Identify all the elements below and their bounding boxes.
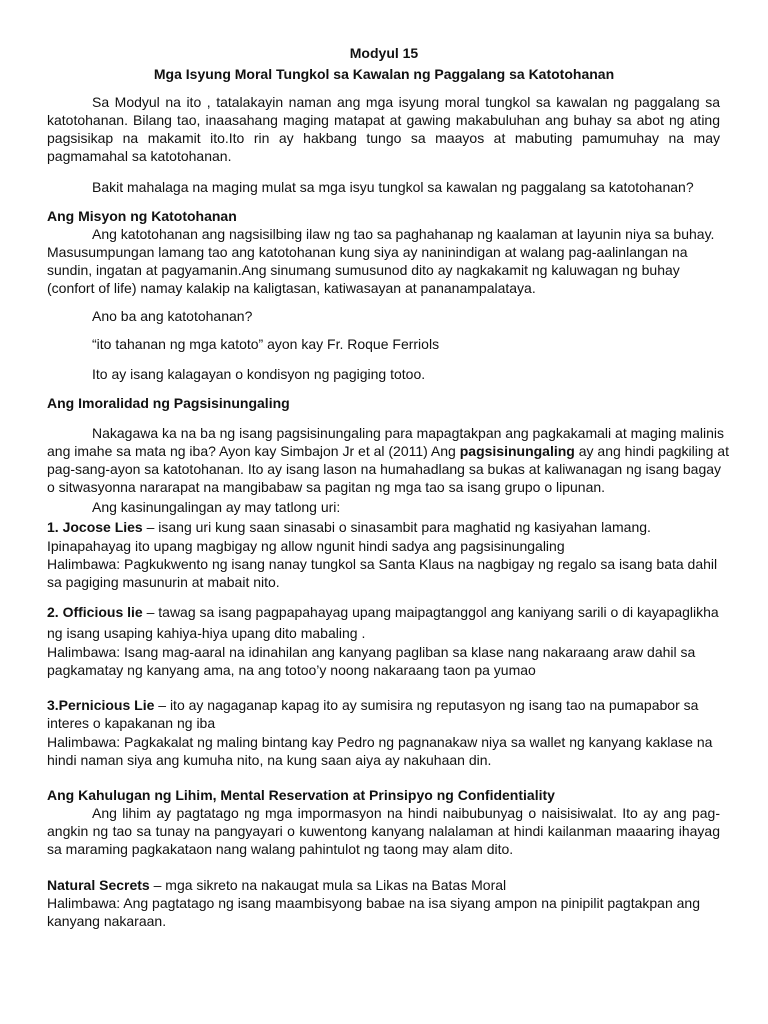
misyon-quote: “ito tahanan ng mga katoto” ayon kay Fr. Roque Ferriols <box>92 336 440 352</box>
pernicious-title: 3.Pernicious Lie <box>47 697 155 713</box>
section-heading-lihim: Ang Kahulugan ng Lihim, Mental Reservation at Prinsipyo ng Confidentiality <box>47 787 555 803</box>
misyon-line: Ang katotohanan ang nagsisilbing ilaw ng tao sa paghahanap ng kaalaman at layunin niya sa buhay. <box>92 226 715 242</box>
guide-question: Bakit mahalaga na maging mulat sa mga isyu tungkol sa kawalan ng paggalang sa katotohanan? <box>92 179 694 195</box>
pernicious-example: hindi naman siya ang kumuha nito, na kung saan aiya ay nakuhaan din. <box>47 752 492 768</box>
officious-line: 2. Officious lie – tawag sa isang pagpapahayag upang maipagtanggol ang kaniyang sarili o di kayapaglikha <box>47 604 719 620</box>
misyon-line: Masusumpungan lamang tao ang katotohanan kung siya ay naninindigan at walang pag-aalinlangan na <box>47 244 688 260</box>
misyon-line: (confort of life) namay kalakip na kaligtasan, katiwasayan at pananampalataya. <box>47 280 536 296</box>
natural-secrets-title: Natural Secrets <box>47 877 150 893</box>
section-heading-misyon: Ang Misyon ng Katotohanan <box>47 208 237 224</box>
intro-line: Sa Modyul na ito , tatalakayin naman ang mga isyung moral tungkol sa kawalan ng paggalang sa <box>92 94 720 110</box>
natural-secrets-example: kanyang nakaraan. <box>47 913 167 929</box>
bold-term: pagsisinungaling <box>459 443 575 459</box>
natural-secrets-line: Natural Secrets – mga sikreto na nakaugat mula sa Likas na Batas Moral <box>47 877 507 893</box>
section-heading-imoralidad: Ang Imoralidad ng Pagsisinungaling <box>47 395 290 411</box>
pernicious-line: 3.Pernicious Lie – ito ay nagaganap kapag ito ay sumisira ng reputasyon ng isang tao na pumapabor sa <box>47 697 699 713</box>
lihim-line: angkin ng tao sa tunay na pangyayari o kuwentong kanyang nalalaman at hindi kailanman maaaring ihayag <box>47 823 720 839</box>
jocose-line: 1. Jocose Lies – isang uri kung saan sinasabi o sinasambit para maghatid ng kasiyahan lamang. <box>47 519 651 535</box>
lie-types-intro: Ang kasinungalingan ay may tatlong uri: <box>92 499 341 515</box>
imoralidad-line: Nakagawa ka na ba ng isang pagsisinungaling para mapagtakpan ang pagkakamali at maging malinis <box>92 425 724 441</box>
jocose-example: Halimbawa: Pagkukwento ng isang nanay tungkol sa Santa Klaus na nagbigay ng regalo sa isang bata dahil <box>47 556 718 572</box>
jocose-title: 1. Jocose Lies <box>47 519 143 535</box>
officious-line: ng isang usaping kahiya-hiya upang dito mabaling . <box>47 625 366 641</box>
officious-title: 2. Officious lie <box>47 604 143 620</box>
jocose-line: Ipinapahayag ito upang magbigay ng allow ngunit hindi sadya ang pagsisinungaling <box>47 538 565 554</box>
misyon-line: sundin, ingatan at pagyamanin.Ang sinumang sumusunod dito ay nagkakamit ng kaluwagan ng buhay <box>47 262 680 278</box>
natural-secrets-example: Halimbawa: Ang pagtatago ng isang maambisyong babae na isa siyang ampon na pinipilit pagtakpan ang <box>47 895 701 911</box>
pernicious-example: Halimbawa: Pagkakalat ng maling bintang kay Pedro ng pagnanakaw niya sa wallet ng kanyang kaklase na <box>47 734 713 750</box>
jocose-example: sa pagiging masunurin at mabait nito. <box>47 574 280 590</box>
pernicious-line: interes o kapakanan ng iba <box>47 715 216 731</box>
imoralidad-line: pag-sang-ayon sa katotohanan. Ito ay isang lason na humahadlang sa bukas at kaliwanagan ng isang bagay <box>47 461 722 477</box>
imoralidad-line: ang imahe sa mata ng iba? Ayon kay Simbajon Jr et al (2011) Ang pagsisinungaling ay ang hindi pagkiling at <box>47 443 729 459</box>
lihim-line: Ang lihim ay pagtatago ng mga impormasyon na hindi naibubunyag o naisisiwalat. Ito ay ang pag- <box>92 805 720 821</box>
officious-example: pagkamatay ng kanyang ama, na ang totoo’y noong nakaraang taon pa yumao <box>47 662 536 678</box>
lihim-line: sa maraming pagkakataon nang walang pahintulot ng taong may alam dito. <box>47 841 514 857</box>
imoralidad-line: o sitwasyonna nararapat na mangibabaw sa pagitan ng mga tao sa isang grupo o lipunan. <box>47 479 606 495</box>
misyon-definition: Ito ay isang kalagayan o kondisyon ng pagiging totoo. <box>92 366 426 382</box>
officious-example: Halimbawa: Isang mag-aaral na idinahilan ang kanyang pagliban sa klase nang nakaraang araw dahil sa <box>47 644 696 660</box>
intro-line: pagsisikap na makamit ito.Ito rin ay hakbang tungo sa maayos at mabuting pamumuhay na may <box>47 130 720 146</box>
module-title: Modyul 15 <box>349 45 419 61</box>
intro-line: katotohanan. Bilang tao, inaasahang maging matapat at gawing makabuluhan ang buhay sa abot ng ating <box>47 112 720 128</box>
misyon-question: Ano ba ang katotohanan? <box>92 308 253 324</box>
intro-line: pagmamahal sa katotohanan. <box>47 148 232 164</box>
module-subtitle: Mga Isyung Moral Tungkol sa Kawalan ng Paggalang sa Katotohanan <box>153 66 615 82</box>
